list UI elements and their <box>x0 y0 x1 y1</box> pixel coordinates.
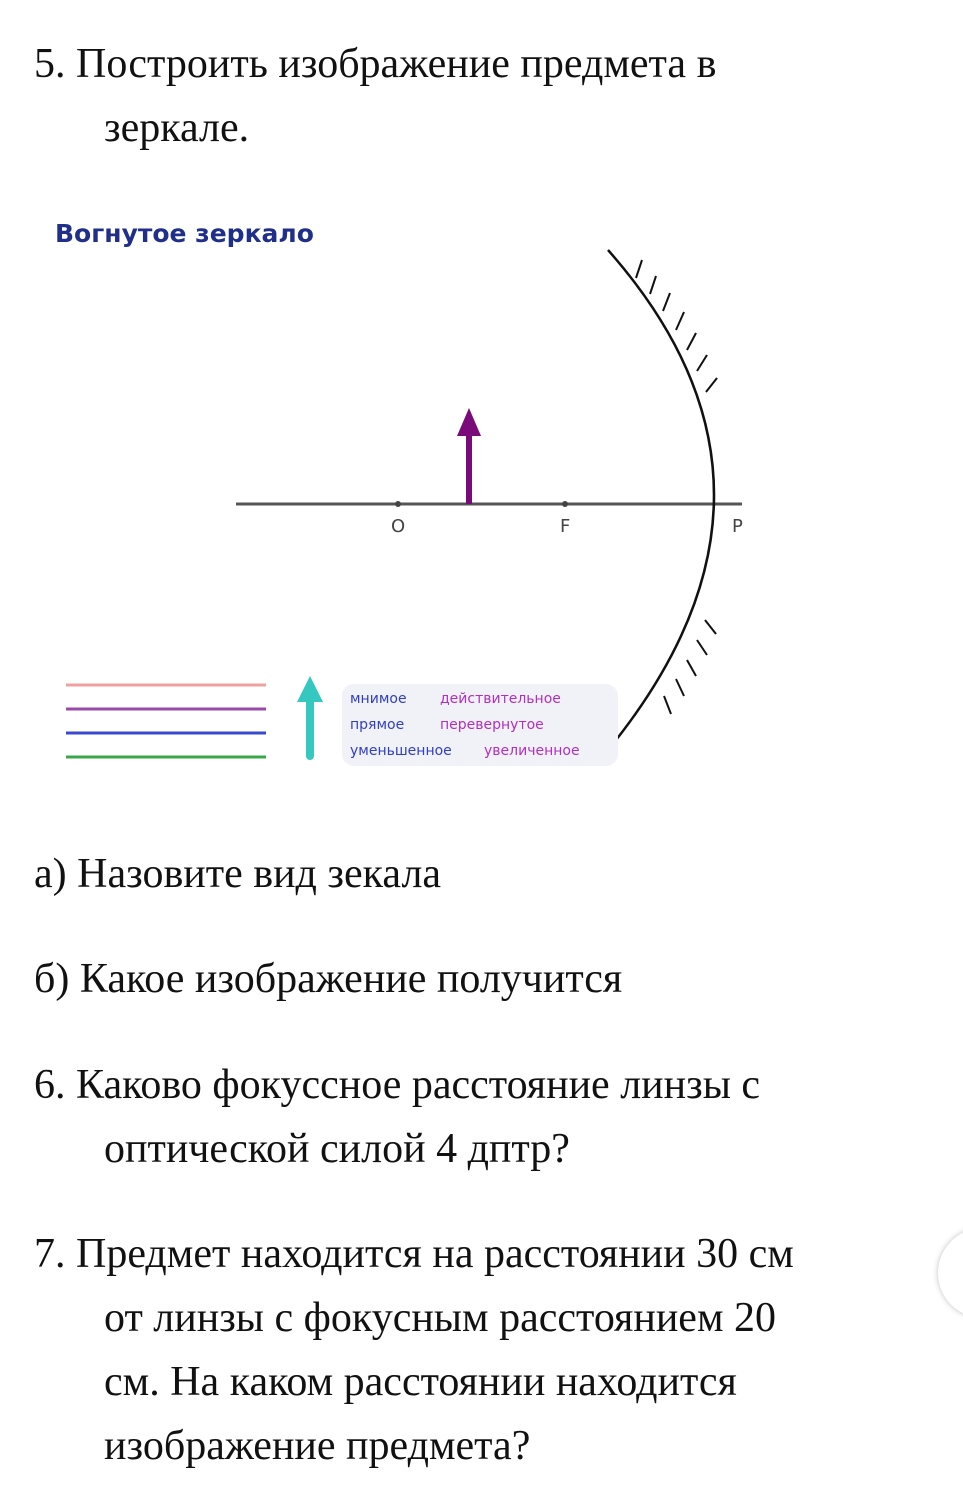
question-6 <box>34 1053 760 1181</box>
object-arrow-head <box>457 408 481 436</box>
question-a <box>34 842 441 906</box>
question-5-line-1: 5. Построить изображение предмета в <box>34 41 717 87</box>
question-6-line-2: оптической силой 4 дптр? <box>104 1126 570 1172</box>
label-o: O <box>391 516 406 537</box>
label-f: F <box>560 516 571 537</box>
option-upright[interactable]: прямое <box>350 717 405 733</box>
concave-mirror-diagram <box>0 190 963 790</box>
option-inverted[interactable]: перевернутое <box>440 717 544 733</box>
option-real[interactable]: действительное <box>440 691 561 707</box>
question-5 <box>34 32 716 160</box>
question-7-line-1: 7. Предмет находится на расстоянии 30 см <box>34 1231 794 1277</box>
question-5-line-2: зеркале. <box>104 105 250 151</box>
point-o <box>395 501 401 507</box>
question-7-line-4: изображение предмета? <box>104 1423 531 1469</box>
option-reduced[interactable]: уменьшенное <box>350 743 452 759</box>
question-6-line-1: 6. Каково фокуссное расстояние линзы с <box>34 1062 761 1108</box>
concave-mirror <box>608 250 714 750</box>
question-7-line-3: см. На каком расстоянии находится <box>104 1359 737 1405</box>
diagram-title: Вогнутое зеркало <box>55 219 314 248</box>
option-virtual[interactable]: мнимое <box>350 691 407 707</box>
question-7 <box>34 1222 794 1478</box>
question-b-text: б) Какое изображение получится <box>34 956 623 1002</box>
question-7-line-2: от линзы с фокусным расстоянием 20 <box>104 1295 777 1341</box>
question-a-text: а) Назовите вид зекала <box>34 851 442 897</box>
question-b <box>34 947 622 1011</box>
floating-action-button[interactable] <box>938 1228 963 1318</box>
point-f <box>562 501 568 507</box>
option-enlarged[interactable]: увеличенное <box>484 743 580 759</box>
answer-arrow-head <box>297 676 323 702</box>
label-p: P <box>732 516 743 537</box>
